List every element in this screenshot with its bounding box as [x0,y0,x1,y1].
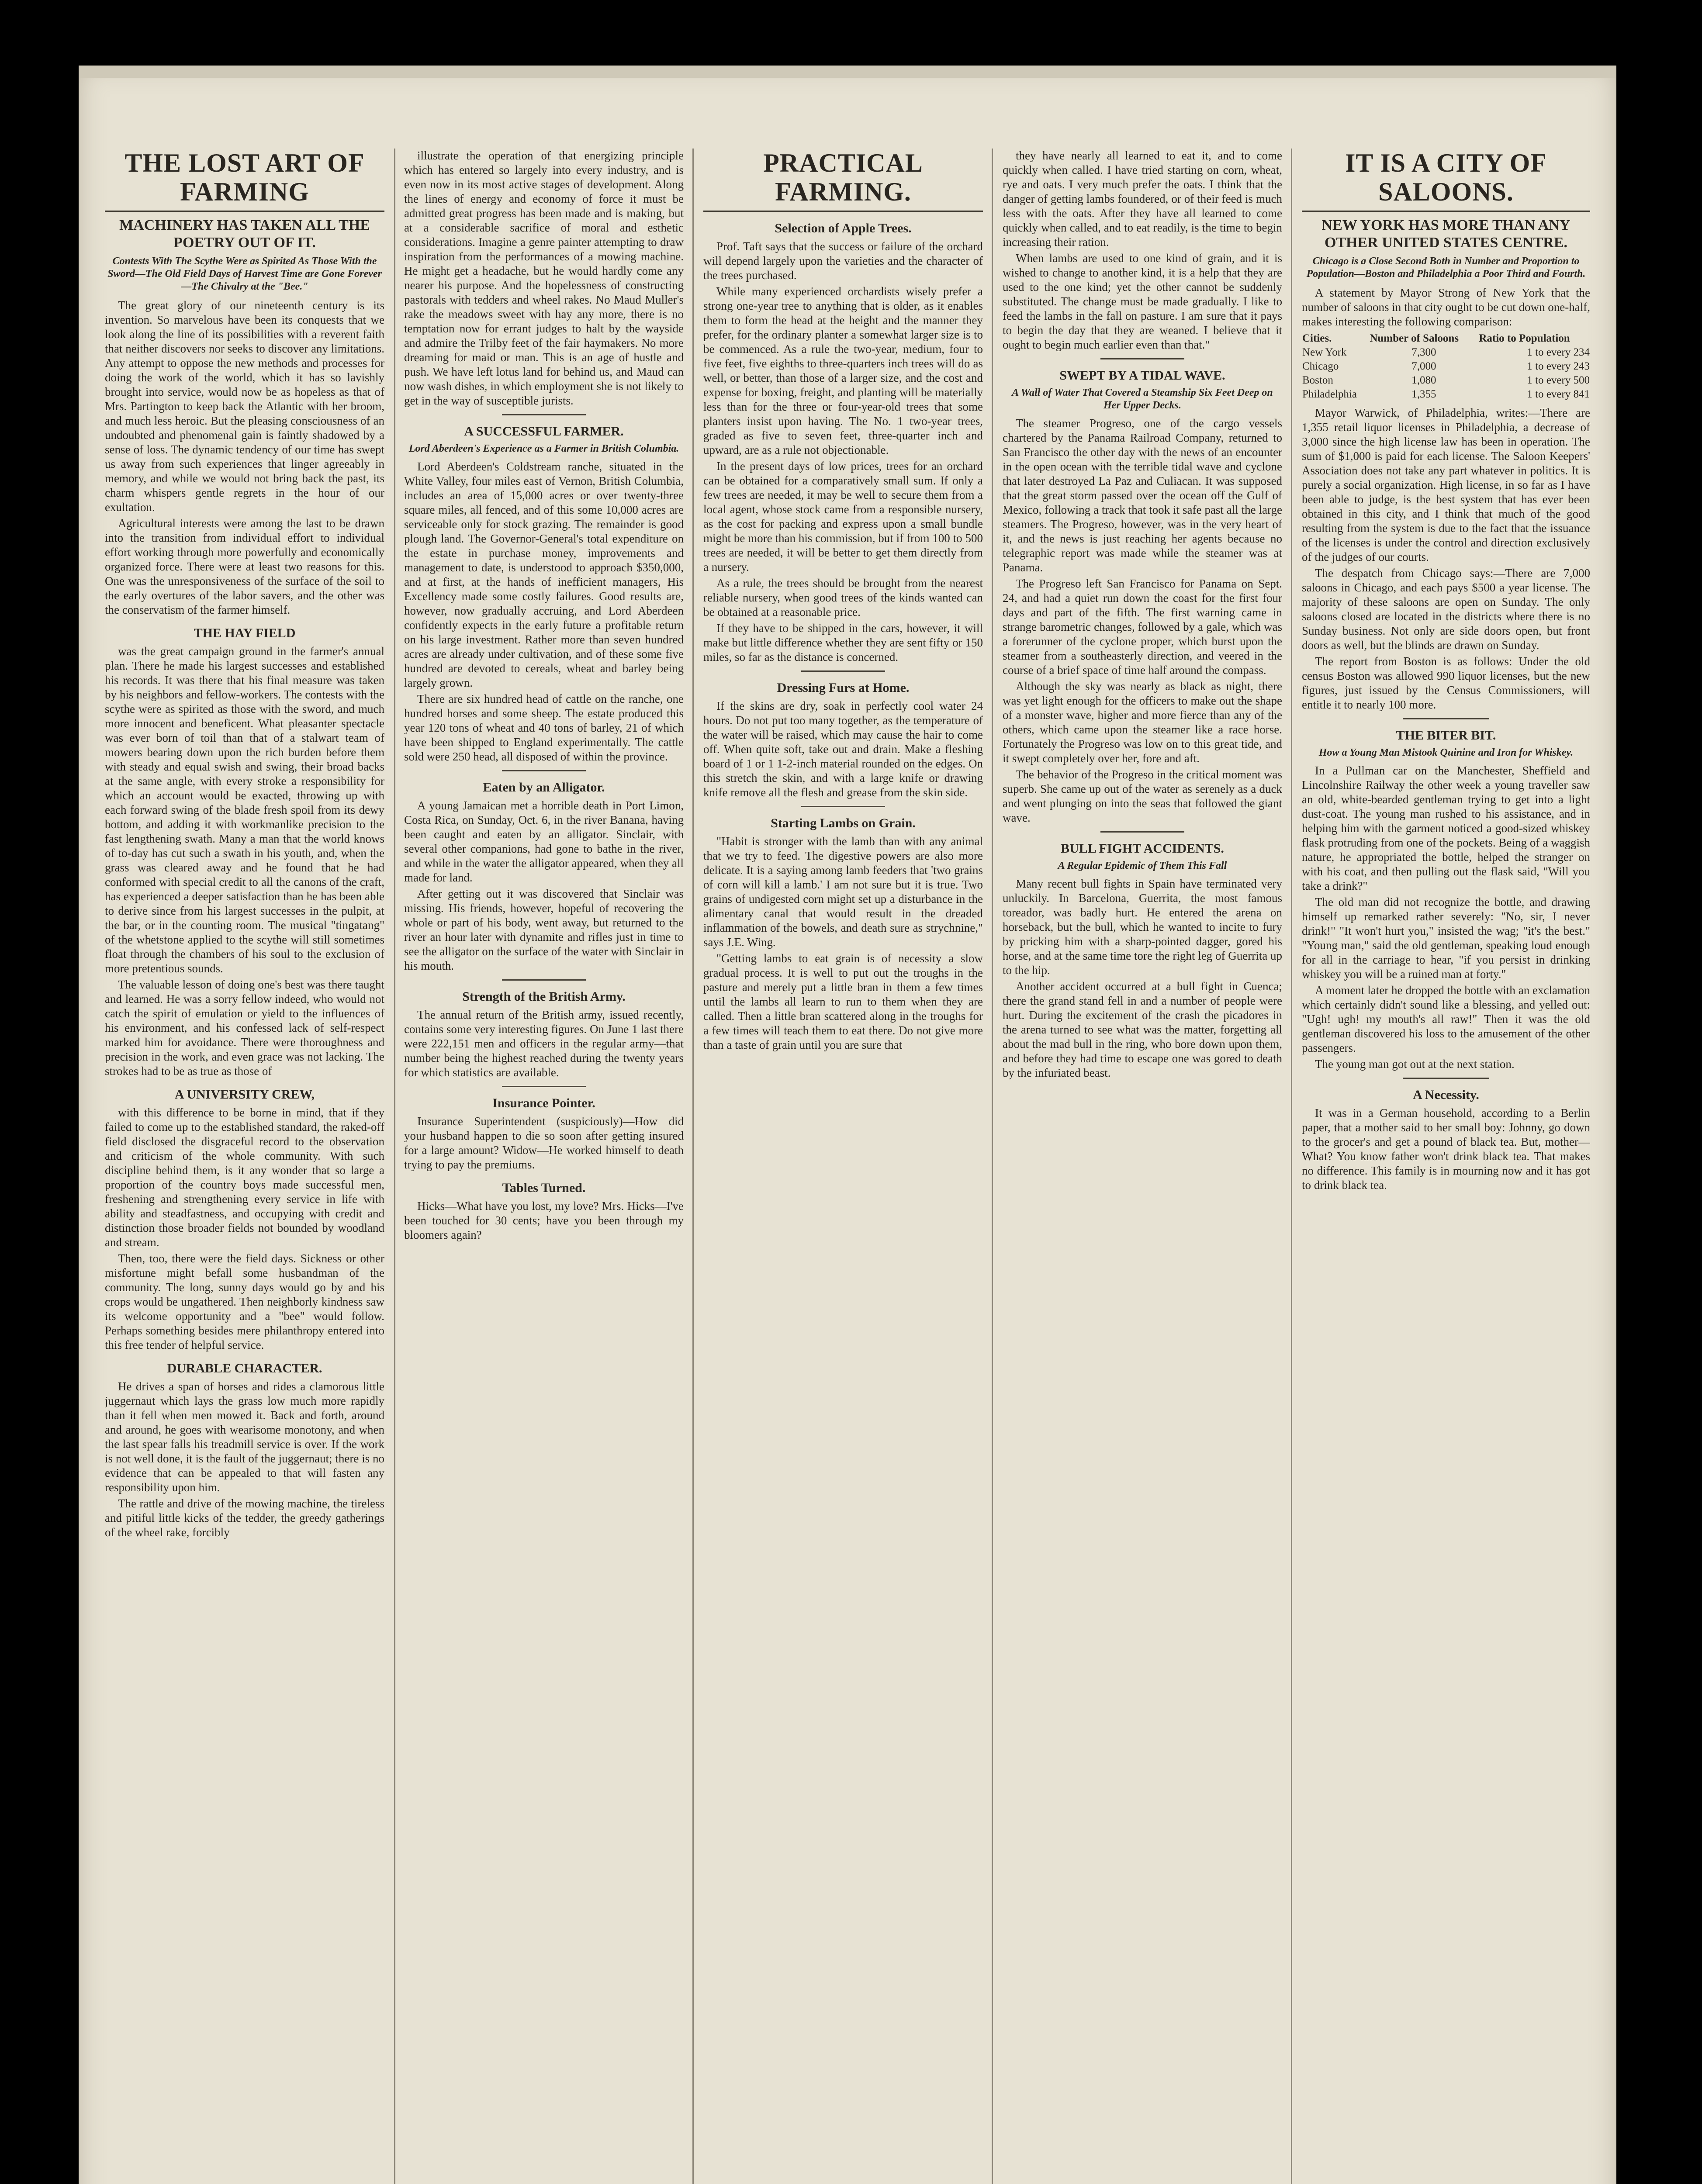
paragraph: Hicks—What have you lost, my love? Mrs. Hicks—I've been touched for 30 cents; have you been through my bloomers again? [404,1199,684,1241]
paragraph: He drives a span of horses and rides a clamorous little juggernaut which lays the grass low much more rapidly than it fell when men mowed it. Back and forth, around and around, he goes with wearisome monotony, and when the last spear falls his treadmill service is over. If the work is not well done, it is the fault of the juggernaut; there is no evidence that can be appealed to that will fasten any responsibility upon him. [105,1380,384,1494]
paragraph: with this difference to be borne in mind, that if they failed to come up to the established standard, the raked-off field disclosed the disgraceful record to the observation and criticism of the whole community. With such discipline behind them, is it any wonder that so large a proportion of the country boys made successful men, freshening and strengthening every service in life with ability and steadfastness, and occupying with credit and distinction those broader fields not bounded by woodland and stream. [105,1106,384,1249]
table-cell: New York [1302,346,1347,358]
paragraph: Prof. Taft says that the success or failure of the orchard will depend largely upon the varieties and the character of the trees purchased. [703,240,983,282]
headline-practical-farming: PRACTICAL FARMING. [703,149,983,212]
paragraph: When lambs are used to one kind of grain, and it is wished to change to another kind, it is a help that they are used to the one kind; yet the other cannot be suddenly substituted. The change must be made gradually. I like to feed the lambs in the fall on pasture. I am sure that it pays to begin the day that they are weaned. I believe that it ought to begin much earlier even than that." [1003,252,1282,351]
section-heading-lambs-grain: Starting Lambs on Grain. [771,816,916,830]
paragraph: As a rule, the trees should be brought from the nearest reliable nursery, when good trees of the kinds wanted can be obtained at a reasonable price. [703,577,983,619]
paragraph: Mayor Warwick, of Philadelphia, writes:—There are 1,355 retail liquor licenses in Philadelphia, a decrease of 3,000 since the high license law has been in operation. The sum of $1,000 is paid for each license. The Saloon Keepers' Association does not take any part whatever in politics. It is purely a social organization. High license, in so far as I have been able to judge, is the best system that has ever been obtained in this city, and I think that much of the good resulting from the system is due to the fact that the issuance of the licenses is under the control and direction exclusively of the judges of our courts. [1302,406,1590,563]
paragraph: If the skins are dry, soak in perfectly cool water 24 hours. Do not put too many together, as the temperature of the water will be raised, which may cause the hair to come off. When quite soft, take out and drain. Make a fleshing board of 1 or 1 1-2-inch material rounded on the edges. On this stretch the skin, and with a large knife or drawing knife remove all the flesh and grease from the skin side. [703,699,983,799]
section-subheading: A Wall of Water That Covered a Steamship Six Feet Deep on Her Upper Decks. [1012,387,1273,411]
paragraph: was the great campaign ground in the farmer's annual plan. There he made his largest successes and established his records. It was there that his final measure was taken by his neighbors and fellow-workers. The contests with the scythe were as spirited as those with the sword, and much more innocent and beneficent. What pleasanter spectacle was ever born of toil than that of a stalwart team of mowers bearing down upon the rich burden before them with steady and equal swish and swing, their broad backs at the same angle, with every stroke a responsibility for which an account would be exacted, throwing up with each forward swing of the blade fresh spoil from its dewy bottom, and adding it with workmanlike precision to the fast lengthening swath. Many a man that the world knows of to-day has cut such a swath in his youth, and, when the grass was cleared away and he found that he had conformed with special credit to all the canons of the craft, has experienced a deeper satisfaction than he has been able to derive since from his largest successes in the pulpit, at the bar, or in the counting room. The musical "tingatang" of the whetstone applied to the scythe will still sometimes float through the chambers of his soul to the exclusion of more pretentious sounds. [105,645,384,975]
headline-city-of-saloons: IT IS A CITY OF SALOONS. [1302,149,1590,212]
column-rule [692,149,694,2184]
column-1 [105,149,384,2184]
table-cell: 1 to every 841 [1527,388,1590,400]
table-cell: 1 to every 234 [1527,346,1590,358]
paragraph: In the present days of low prices, trees for an orchard can be obtained for a comparatively small sum. If only a few trees are needed, it may be well to secure them from a local agent, whose stock came from a responsible nursery, as the cost for packing and express upon a small bundle might be more than his commission, but if from 100 to 500 trees are needed, it will be better to get them directly from a nursery. [703,460,983,574]
paragraph: they have nearly all learned to eat it, and to come quickly when called. I have tried starting on corn, wheat, rye and oats. I very much prefer the oats. I think that the danger of getting lambs foundered, or of their feed is much less with the oats. After they have all learned to come quickly when called, and to eat readily, is the time to begin increasing their ration. [1003,149,1282,249]
column-rule [992,149,993,2184]
page-top-edge [79,66,1616,78]
section-heading-bull-fight: BULL FIGHT ACCIDENTS. [1061,841,1224,856]
paragraph: In a Pullman car on the Manchester, Sheffield and Lincolnshire Railway the other week a young traveller saw an old, white-bearded gentleman trying to get into a light dust-coat. The young man rushed to his assistance, and in helping him with the garment noticed a good-sized whiskey flask protruding from one of the pockets. Being of a waggish nature, he appropriated the bottle, helped the stranger on with his coat, and then pulling out the flask said, "Will you take a drink?" [1302,764,1590,892]
divider [1100,358,1184,359]
table-row [1302,359,1590,373]
paragraph: There are six hundred head of cattle on the ranche, one hundred horses and some sheep. The estate produced this year 120 tons of wheat and 40 tons of barley, 21 of which have been shipped to England experimentally. The cattle sold were 250 head, all disposed of within the province. [404,692,684,763]
divider [502,414,586,415]
paragraph: The young man got out at the next station. [1315,1057,1515,1071]
section-heading-alligator: Eaten by an Alligator. [483,780,605,795]
section-subheading: A Regular Epidemic of Them This Fall [1058,860,1227,871]
divider [1403,1078,1489,1079]
paragraph: If they have to be shipped in the cars, however, it will make but little difference whether they are sent fifty or 150 miles, so far as the distance is concerned. [703,622,983,663]
deck-new-york: NEW YORK HAS MORE THAN ANY OTHER UNITED STATES CENTRE. [1321,217,1571,251]
paragraph: The Progreso left San Francisco for Panama on Sept. 24, and had a quiet run down the coast for the first four days and part of the fifth. The first warning came in strange barometric changes, followed by a gale, which was a forerunner of the cyclone proper, which burst upon the steamer from a southeasterly direction, and veered in the course of a brief space of time half around the compass. [1003,577,1282,677]
paragraph: The annual return of the British army, issued recently, contains some very interesting figures. On June 1 last there were 222,151 men and officers in the regular army—that number being the highest reached during the twenty years for which statistics are available. [404,1008,684,1079]
divider [801,806,885,807]
paragraph: The report from Boston is as follows: Under the old census Boston was allowed 990 liquor licenses, but the new figures, just issued by the Census Commissioners, will entitle it to nearly 100 more. [1302,655,1590,711]
paragraph: "Getting lambs to eat grain is of necessity a slow gradual process. It is well to put out the troughs in the pasture and merely put a little bran in them a few times until the lambs all learn to run to them when they are called. Then a little bran scattered along in the troughs for a few times will teach them to eat there. Do not give more than a taste of grain until you are sure that [703,952,983,1051]
paragraph: Although the sky was nearly as black as night, there was yet light enough for the officers to make out the shape of a monster wave, higher and more fierce than any of the others, which came upon the steamer like a race horse. Fortunately the Progreso was low on to this great tide, and it swept completely over her, fore and aft. [1003,680,1282,765]
paragraph: Lord Aberdeen's Coldstream ranche, situated in the White Valley, four miles east of Vernon, British Columbia, includes an area of 15,000 acres or over twenty-three square miles, all fenced, and of this some 10,000 acres are serviceable only for stock grazing. The remainder is good plough land. The Governor-General's total expenditure on the estate in purchase money, improvements and management to date, is understood to approach $350,000, and at first, at the hands of inefficient managers, His Excellency made some costly failures. Good results are, however, now gradually accruing, and Lord Aberdeen confidently expects in the early future a profitable return on his large investment. Rather more than seven hundred acres are already under cultivation, and of these some five hundred are devoted to cereals, wheat and barley being largely grown. [404,460,684,689]
column-rule [1291,149,1292,2184]
paragraph: Insurance Superintendent (suspiciously)—How did your husband happen to die so soon after getting insured for a large amount? Widow—He worked himself to death trying to pay the premiums. [404,1115,684,1171]
paragraph: A young Jamaican met a horrible death in Port Limon, Costa Rica, on Sunday, Oct. 6, in the river Banana, having been caught and eaten by an alligator. Sinclair, with several other companions, had gone to bathe in the river, and while in the water the alligator appeared, when they all made for land. [404,799,684,884]
column-3 [703,149,983,2184]
table-cell: Chicago [1302,360,1339,372]
section-heading-hay-field: THE HAY FIELD [194,626,296,640]
deck-machinery: MACHINERY HAS TAKEN ALL THE POETRY OUT OF IT. [119,217,370,251]
section-heading-biter-bit: THE BITER BIT. [1396,728,1496,743]
section-heading-durable-character: DURABLE CHARACTER. [167,1361,322,1375]
section-heading-tidal-wave: SWEPT BY A TIDAL WAVE. [1059,368,1225,383]
table-header-row [1302,332,1590,346]
divider [502,1086,586,1087]
paragraph: It was in a German household, according to a Berlin paper, that a mother said to her small boy: Johnny, go down to the grocer's and get a pound of black tea. But, mother—What? You know father won't drink black tea. That makes no difference. This family is in mourning now and it has got to drink black tea. [1302,1106,1590,1192]
subdeck-chicago: Chicago is a Close Second Both in Number and Proportion to Population—Boston and Philadelphia a Poor Third and Fourth. [1306,256,1586,280]
headline-lost-art: THE LOST ART OF FARMING [105,149,384,212]
paragraph: Agricultural interests were among the last to be drawn into the transition from individual effort to individual effort working through more powerfully and economically organized force. There were at least two reasons for this. One was the unresponsiveness of the surface of the soil to the early overtures of the labor savers, and the other was the conservatism of the farmer himself. [105,517,384,616]
table-row [1302,387,1590,401]
paragraph: The old man did not recognize the bottle, and drawing himself up remarked rather severely: "No, sir, I never drink!" "It won't hurt you," insisted the wag; "it's the best." "Young man," said the old gentleman, speaking loud enough for all in the carriage to hear, "if you persist in drinking whiskey you will be a ruined man at forty." [1302,895,1590,981]
section-heading-university-crew: A UNIVERSITY CREW, [174,1087,315,1102]
table-cell: Philadelphia [1302,388,1357,400]
paragraph: Then, too, there were the field days. Sickness or other misfortune might befall some husbandman of the community. The long, sunny days would go by and his crops would be ungathered. Then neighborly kindness saw its welcome opportunity and a "bee" would follow. Perhaps something besides mere philanthropy entered into this free tender of helpful service. [105,1252,384,1351]
section-subheading: Lord Aberdeen's Experience as a Farmer in British Columbia. [408,443,679,454]
section-subheading: How a Young Man Mistook Quinine and Iron for Whiskey. [1318,747,1574,758]
paragraph: Many recent bull fights in Spain have terminated very unluckily. In Barcelona, Guerrita, the most famous toreador, was badly hurt. He entered the arena on horseback, but the bull, which he wanted to incite to fury by pricking him with a sharp-pointed dagger, gored his horse, and at the same time tore the right leg of Guerrita up to the hip. [1003,877,1282,977]
table-cell: Boston [1302,374,1333,386]
paragraph: The rattle and drive of the mowing machine, the tireless and pitiful little kicks of the tedder, the greedy gatherings of the wheel rake, forcibly [105,1497,384,1539]
section-heading-apple-trees: Selection of Apple Trees. [775,221,912,235]
paragraph: illustrate the operation of that energizing principle which has entered so largely into every industry, and is even now in its most active stages of development. Along the lines of energy and economy of force it must be admitted great progress has been made and is making, but at a considerable sacrifice of moral and esthetic considerations. Imagine a genre painter attempting to draw inspiration from the performances of a mowing machine. He might get a headache, but he would hardly come any nearer his purpose. And the hopelessness of constructing pastorals with tedders and wheel rakes. No Maud Muller's rake the meadows sweet with hay any more, there is no temptation now for errant judges to halt by the wayside and admire the Trilby feet of the fair haymakers. No more dreaming for maid or man. This is an age of hustle and push. We have left lotus land for behind us, and Maud can now wash dishes, in which employment she is not likely to get in the way of susceptible jurists. [404,149,684,407]
table-header-cell: Cities. [1302,332,1332,344]
section-heading-insurance: Insurance Pointer. [492,1096,595,1110]
table-cell: 1 to every 243 [1527,360,1590,372]
paragraph: "Habit is stronger with the lamb than with any animal that we try to feed. The digestive powers are also more delicate. It is a saying among lamb feeders that 'two grains of corn will kill a lamb.' I am not sure but it is true. Two grains of undigested corn might set up a disturbance in the alimentary canal that would result in the dreaded inflammation of the bowels, and death sure as strychnine," says J.E. Wing. [703,835,983,949]
table-header-cell: Ratio to Population [1479,332,1570,344]
column-rule [394,149,395,2184]
section-heading-british-army: Strength of the British Army. [462,989,626,1004]
saloon-table [1302,332,1590,401]
divider [801,670,885,672]
section-heading-dressing-furs: Dressing Furs at Home. [777,681,910,695]
divider [502,770,586,771]
paragraph: A moment later he dropped the bottle with an exclamation which certainly didn't sound like a blessing, and yelled out: "Ugh! ugh! my mouth's all raw!" Then it was the old gentleman discovered his loss to the amusement of the other passengers. [1302,984,1590,1054]
section-heading-necessity: A Necessity. [1413,1088,1479,1102]
column-4 [1003,149,1282,2184]
paragraph: The despatch from Chicago says:—There are 7,000 saloons in Chicago, and each pays $500 a year license. The majority of these saloons are open on Sunday. The only saloons closed are located in the districts where there is no Sunday business. Not only are side doors open, but front doors as well, but the blinds are drawn on Sunday. [1302,567,1590,652]
table-row [1302,373,1590,387]
paragraph: Another accident occurred at a bull fight in Cuenca; there the grand stand fell in and a number of people were hurt. During the excitement of the crash the picadores in the arena turned to see what was the matter, forgetting all about the mad bull in the ring, who bore down upon them, and before they had time to escape one was gored to death by the infuriated beast. [1003,980,1282,1079]
table-header-cell: Number of Saloons [1370,332,1459,344]
paragraph: While many experienced orchardists wisely prefer a strong one-year tree to anything that is older, as it enables them to form the head at the height and the manner they prefer, for the ordinary planter a somewhat larger size is to be commenced. As a rule the two-year, medium, four to five feet, five eighths to three-quarters inch trees will do as well, or better, than those of a larger size, and the cost and expense for boxing, freight, and planting will be materially less than for the three or four-year-old trees that some planters insist upon having. The No. 1 two-year trees, graded as five to seven feet, three-quarter inch and upward, are as a rule not objectionable. [703,285,983,456]
section-heading-successful-farmer: A SUCCESSFUL FARMER. [464,424,624,439]
table-cell: 1,080 [1411,374,1436,386]
subdeck-contests: Contests With The Scythe Were as Spirited As Those With the Sword—The Old Field Days of Harvest Time are Gone Forever—The Chivalry at the "Bee." [107,256,382,292]
divider [1100,831,1184,833]
table-cell: 1,355 [1411,388,1436,400]
table-cell: 7,300 [1411,346,1436,358]
paragraph: The great glory of our nineteenth century is its invention. So marvelous have been its conquests that we look along the line of its possibilities with a reverent faith that neither discovers nor seeks to discover any limitations. Any attempt to oppose the new methods and processes for doing the work of the world, which it has so lavishly brought into service, would now be as hopeless as that of Mrs. Partington to keep back the Atlantic with her broom, and much less heroic. But the pleasing consciousness of an undoubted and phenomenal gain is faintly shadowed by a sense of loss. The dynamic tendency of our time has swept us away from such experiences that linger agreeably in memory, and while we would not bring back the past, its charm whispers gentle regrets in the hour of our exultation. [105,299,384,514]
section-heading-tables-turned: Tables Turned. [502,1181,586,1195]
table-cell: 7,000 [1411,360,1436,372]
newspaper-page [79,66,1616,2184]
column-5 [1302,149,1590,2184]
column-2 [404,149,684,2184]
paragraph: The behavior of the Progreso in the critical moment was superb. She came up out of the water as serenely as a duck and went plunging on into the seas that followed the giant wave. [1003,768,1282,824]
paragraph: A statement by Mayor Strong of New York that the number of saloons in that city ought to be cut down one-half, makes interesting the following comparison: [1302,286,1590,328]
paragraph: The steamer Progreso, one of the cargo vessels chartered by the Panama Railroad Company, returned to San Francisco the other day with the news of an encounter in the open ocean with the terrible tidal wave and cyclone that later destroyed La Paz and Culiacan. It was supposed that the great storm passed over the ocean off the Gulf of Mexico, following a track that took it safe past all the large steamers. The Progreso, however, was in the very heart of it, and the news is just reaching her agents because no telegraphic report was made while the steamer was at Panama. [1003,417,1282,574]
paragraph: The valuable lesson of doing one's best was there taught and learned. He was a sorry fellow indeed, who would not catch the spirit of emulation or yield to the influences of his environment, and his confessed lack of self-respect marked him for avoidance. There were thoroughness and precision in the work, and even grace was not lacking. The strokes had to be as true as those of [105,978,384,1078]
paragraph: After getting out it was discovered that Sinclair was missing. His friends, however, hopeful of recovering the whole or part of his body, went away, but returned to the river an hour later with dynamite and rifles just in time to see the alligator on the surface of the water with Sinclair in his mouth. [404,887,684,972]
table-row [1302,346,1590,359]
divider [1403,718,1489,719]
table-cell: 1 to every 500 [1527,374,1590,386]
divider [502,979,586,981]
